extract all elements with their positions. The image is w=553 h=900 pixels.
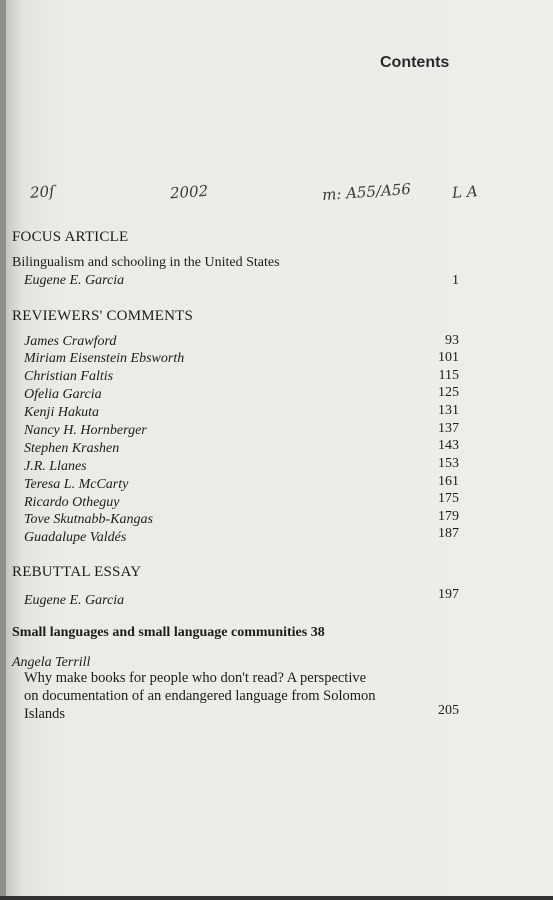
reviewer-name: Ricardo Otheguy — [24, 495, 120, 510]
section-heading-rebuttal: REBUTTAL ESSAY — [12, 564, 142, 580]
focus-article-author: Eugene E. Garcia — [24, 273, 125, 288]
handwritten-note-2: 2002 — [169, 181, 209, 203]
reviewer-page: 101 — [438, 350, 459, 365]
section-heading-small-languages: Small languages and small language communities 38 — [12, 625, 325, 640]
small-language-title-line: Why make books for people who don't read? A perspective — [24, 670, 367, 686]
page-title: Contents — [380, 54, 450, 71]
small-language-title-line: Islands — [24, 706, 66, 722]
handwritten-note-1: 20ſ — [29, 182, 56, 202]
reviewer-page: 143 — [438, 438, 459, 453]
small-language-author: Angela Terrill — [12, 655, 91, 670]
reviewer-page: 93 — [445, 333, 459, 348]
reviewer-page: 179 — [438, 509, 459, 524]
reviewer-name: J.R. Llanes — [24, 459, 87, 474]
small-language-page: 205 — [438, 703, 459, 718]
rebuttal-page: 197 — [438, 587, 459, 602]
reviewer-name: Christian Faltis — [24, 369, 114, 384]
focus-article-title: Bilingualism and schooling in the United States — [12, 255, 280, 270]
rebuttal-author: Eugene E. Garcia — [24, 593, 125, 608]
reviewer-name: Teresa L. McCarty — [24, 477, 129, 492]
reviewer-name: James Crawford — [24, 334, 117, 349]
section-heading-reviewers: REVIEWERS' COMMENTS — [12, 308, 194, 324]
reviewer-name: Guadalupe Valdés — [24, 530, 127, 545]
reviewer-page: 137 — [438, 421, 459, 436]
reviewer-name: Kenji Hakuta — [24, 405, 100, 420]
reviewer-name: Miriam Eisenstein Ebsworth — [24, 351, 185, 366]
reviewer-page: 175 — [438, 491, 459, 506]
section-heading-focus: FOCUS ARTICLE — [12, 229, 129, 245]
reviewer-page: 161 — [438, 474, 459, 489]
handwritten-note-4: L A — [451, 182, 479, 202]
page-bottom-edge — [0, 896, 553, 900]
reviewer-page: 131 — [438, 403, 459, 418]
reviewer-name: Stephen Krashen — [24, 441, 120, 456]
reviewer-page: 153 — [438, 456, 459, 471]
reviewer-name: Nancy H. Hornberger — [24, 423, 147, 438]
reviewer-name: Tove Skutnabb-Kangas — [24, 512, 153, 527]
small-language-title-line: on documentation of an endangered language from Solomon — [24, 688, 376, 704]
focus-article-page: 1 — [452, 273, 459, 288]
book-spine-shadow — [0, 0, 6, 900]
reviewer-page: 125 — [438, 385, 459, 400]
handwritten-note-3: m: A55/A56 — [321, 179, 412, 205]
reviewer-page: 187 — [438, 526, 459, 541]
reviewer-name: Ofelia Garcia — [24, 387, 102, 402]
reviewer-page: 115 — [438, 368, 459, 383]
